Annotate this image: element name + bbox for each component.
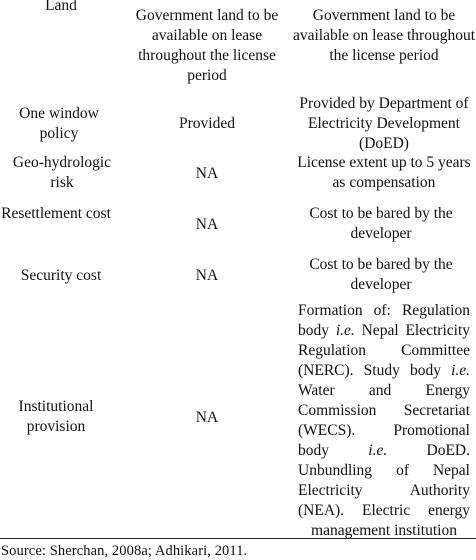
- cell-col2: Government land to be available on lease throughout the license period: [135, 7, 279, 84]
- table-row: [0, 149, 476, 200]
- table-row: [0, 200, 476, 251]
- cell-col3: License extent up to 5 years as compensation: [297, 154, 471, 191]
- table-row: [0, 0, 476, 90]
- cell-col2: NA: [195, 409, 219, 426]
- cell-col3: Government land to be available on lease throughout the license period: [292, 7, 476, 64]
- row-label: One window policy: [19, 105, 99, 142]
- table-row: [0, 303, 476, 537]
- table-row: [0, 251, 476, 303]
- row-label: Geo-hydrologic risk: [12, 154, 112, 191]
- row-label: Land: [45, 0, 77, 14]
- cell-col2: NA: [195, 267, 219, 284]
- source-note: Source: Sherchan, 2008a; Adhikari, 2011.: [1, 543, 248, 559]
- table-bottom-rule: [0, 538, 476, 539]
- row-label: Resettlement cost: [1, 205, 111, 222]
- row-label: Institutional provision: [18, 398, 94, 435]
- cell-col2: Provided: [179, 115, 235, 132]
- row-label: Security cost: [20, 267, 102, 284]
- cell-col3: Formation of: Regulation body i.e. Nepal Electricity Regulation Committee (NERC). Study body i.e. Water and Energy Commission Secretariat (WECS). Promotional body i.e. DoED. Unbundling of Nepal Electricity Authority (NEA). Electric energy management institution: [298, 302, 471, 539]
- cell-col3: Cost to be bared by the developer: [309, 205, 453, 242]
- cell-col2: NA: [195, 165, 219, 182]
- cell-col3: Provided by Department of Electricity Development (DoED): [299, 95, 469, 152]
- cell-col3: Cost to be bared by the developer: [309, 256, 453, 293]
- cell-col2: NA: [195, 216, 219, 233]
- table-row: [0, 90, 476, 152]
